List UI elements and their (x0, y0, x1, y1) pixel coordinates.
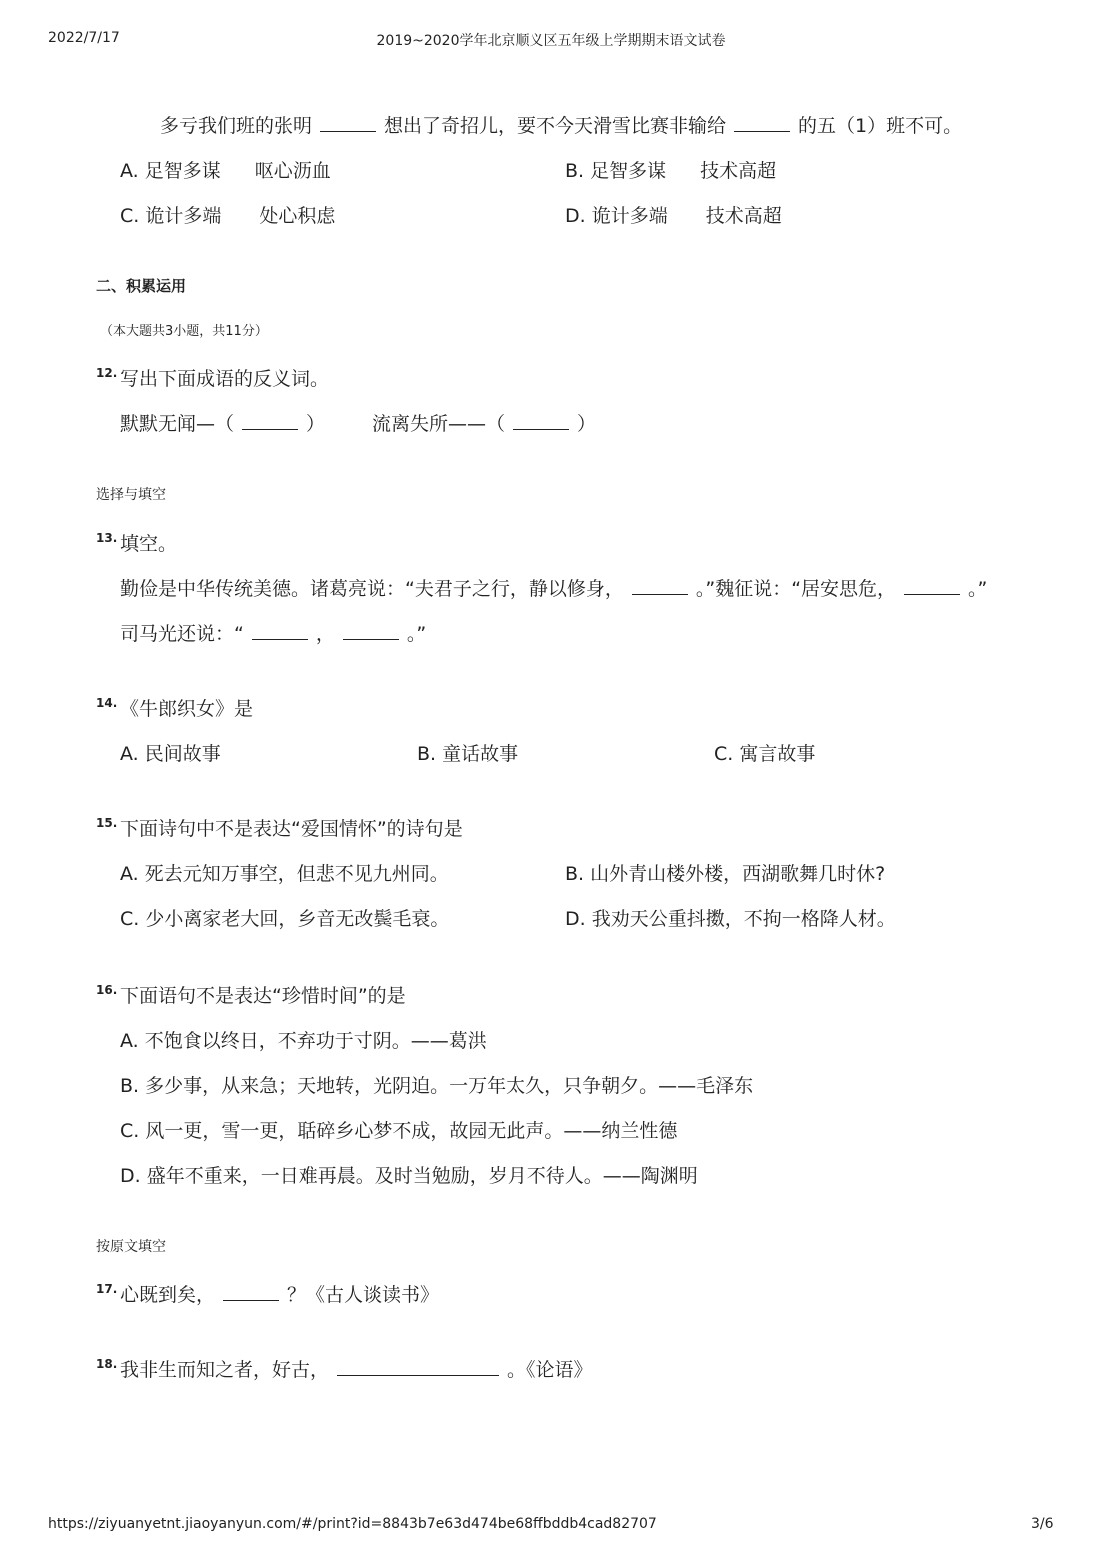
q15-option-a[interactable]: A. 死去元知万事空，但悲不见九州同。 (120, 863, 449, 885)
answer-blank[interactable] (337, 1374, 499, 1376)
answer-blank[interactable] (632, 593, 688, 595)
q11-text-a: 多亏我们班的张明 (160, 115, 313, 137)
question-number: 16. (96, 983, 118, 997)
question-number: 17. (96, 1282, 118, 1296)
answer-blank[interactable] (343, 638, 399, 640)
q11-text-c: 的五（1）班不可。 (798, 115, 963, 137)
q14-prompt: 《牛郎织女》是 (120, 698, 254, 720)
q14-option-a[interactable]: A. 民间故事 (120, 743, 221, 765)
answer-blank[interactable] (223, 1299, 279, 1301)
q12-item-2: 流离失所——（ ） (372, 413, 597, 435)
q15-prompt: 下面诗句中不是表达“爱国情怀”的诗句是 (120, 818, 463, 840)
footer-url[interactable]: https://ziyuanyetnt.jiaoyanyun.com/#/print?id=8843b7e63d474be68ffbddb4cad82707 (48, 1516, 657, 1532)
q14-option-c[interactable]: C. 寓言故事 (714, 743, 816, 765)
q16-option-d[interactable]: D. 盛年不重来，一日难再晨。及时当勉励，岁月不待人。——陶渊明 (120, 1165, 698, 1187)
q13-prompt: 填空。 (120, 533, 178, 555)
subsection-label: 选择与填空 (96, 487, 166, 503)
q11-sentence (160, 117, 962, 136)
header-date: 2022/7/17 (48, 30, 120, 46)
q15-option-c[interactable]: C. 少小离家老大回，乡音无改鬓毛衰。 (120, 908, 450, 930)
answer-blank[interactable] (904, 593, 960, 595)
q16-prompt: 下面语句不是表达“珍惜时间”的是 (120, 985, 406, 1007)
section-subtitle: （本大题共3小题，共11分） (100, 324, 268, 339)
question-number: 12. (96, 366, 118, 380)
q12-item-1: 默默无闻—（ ） (120, 413, 326, 435)
answer-blank[interactable] (513, 428, 569, 430)
q11-option-b[interactable]: B. 足智多谋 技术高超 (565, 160, 777, 182)
question-number: 15. (96, 816, 118, 830)
section-title: 二、积累运用 (96, 277, 187, 295)
question-number: 18. (96, 1357, 118, 1371)
q11-option-c[interactable]: C. 诡计多端 处心积虑 (120, 205, 336, 227)
q15-option-d[interactable]: D. 我劝天公重抖擞，不拘一格降人材。 (565, 908, 896, 930)
q13-line-2: 司马光还说：“ ， 。” (120, 623, 427, 645)
question-number: 13. (96, 531, 118, 545)
subsection-label: 按原文填空 (96, 1239, 166, 1255)
q12-prompt: 写出下面成语的反义词。 (120, 368, 330, 390)
answer-blank[interactable] (242, 428, 298, 430)
q18-text: 我非生而知之者，好古， 。《论语》 (120, 1359, 593, 1381)
header-title: 2019~2020学年北京顺义区五年级上学期期末语文试卷 (376, 33, 726, 49)
answer-blank[interactable] (734, 130, 790, 132)
q16-option-c[interactable]: C. 风一更，雪一更，聒碎乡心梦不成，故园无此声。——纳兰性德 (120, 1120, 678, 1142)
footer-page-number: 3/6 (1031, 1516, 1054, 1532)
answer-blank[interactable] (320, 130, 376, 132)
q11-option-d[interactable]: D. 诡计多端 技术高超 (565, 205, 782, 227)
q11-option-a[interactable]: A. 足智多谋 呕心沥血 (120, 160, 331, 182)
q13-line-1: 勤俭是中华传统美德。诸葛亮说：“夫君子之行，静以修身， 。”魏征说：“居安思危， 。” (120, 578, 988, 600)
answer-blank[interactable] (252, 638, 308, 640)
question-number: 14. (96, 696, 118, 710)
q16-option-a[interactable]: A. 不饱食以终日，不弃功于寸阴。——葛洪 (120, 1030, 487, 1052)
q14-option-b[interactable]: B. 童话故事 (417, 743, 519, 765)
q16-option-b[interactable]: B. 多少事，从来急；天地转，光阴迫。一万年太久，只争朝夕。——毛泽东 (120, 1075, 754, 1097)
q15-option-b[interactable]: B. 山外青山楼外楼，西湖歌舞几时休? (565, 863, 886, 885)
q11-text-b: 想出了奇招儿，要不今天滑雪比赛非输给 (384, 115, 727, 137)
q17-text: 心既到矣， ？《古人谈读书》 (120, 1284, 440, 1306)
